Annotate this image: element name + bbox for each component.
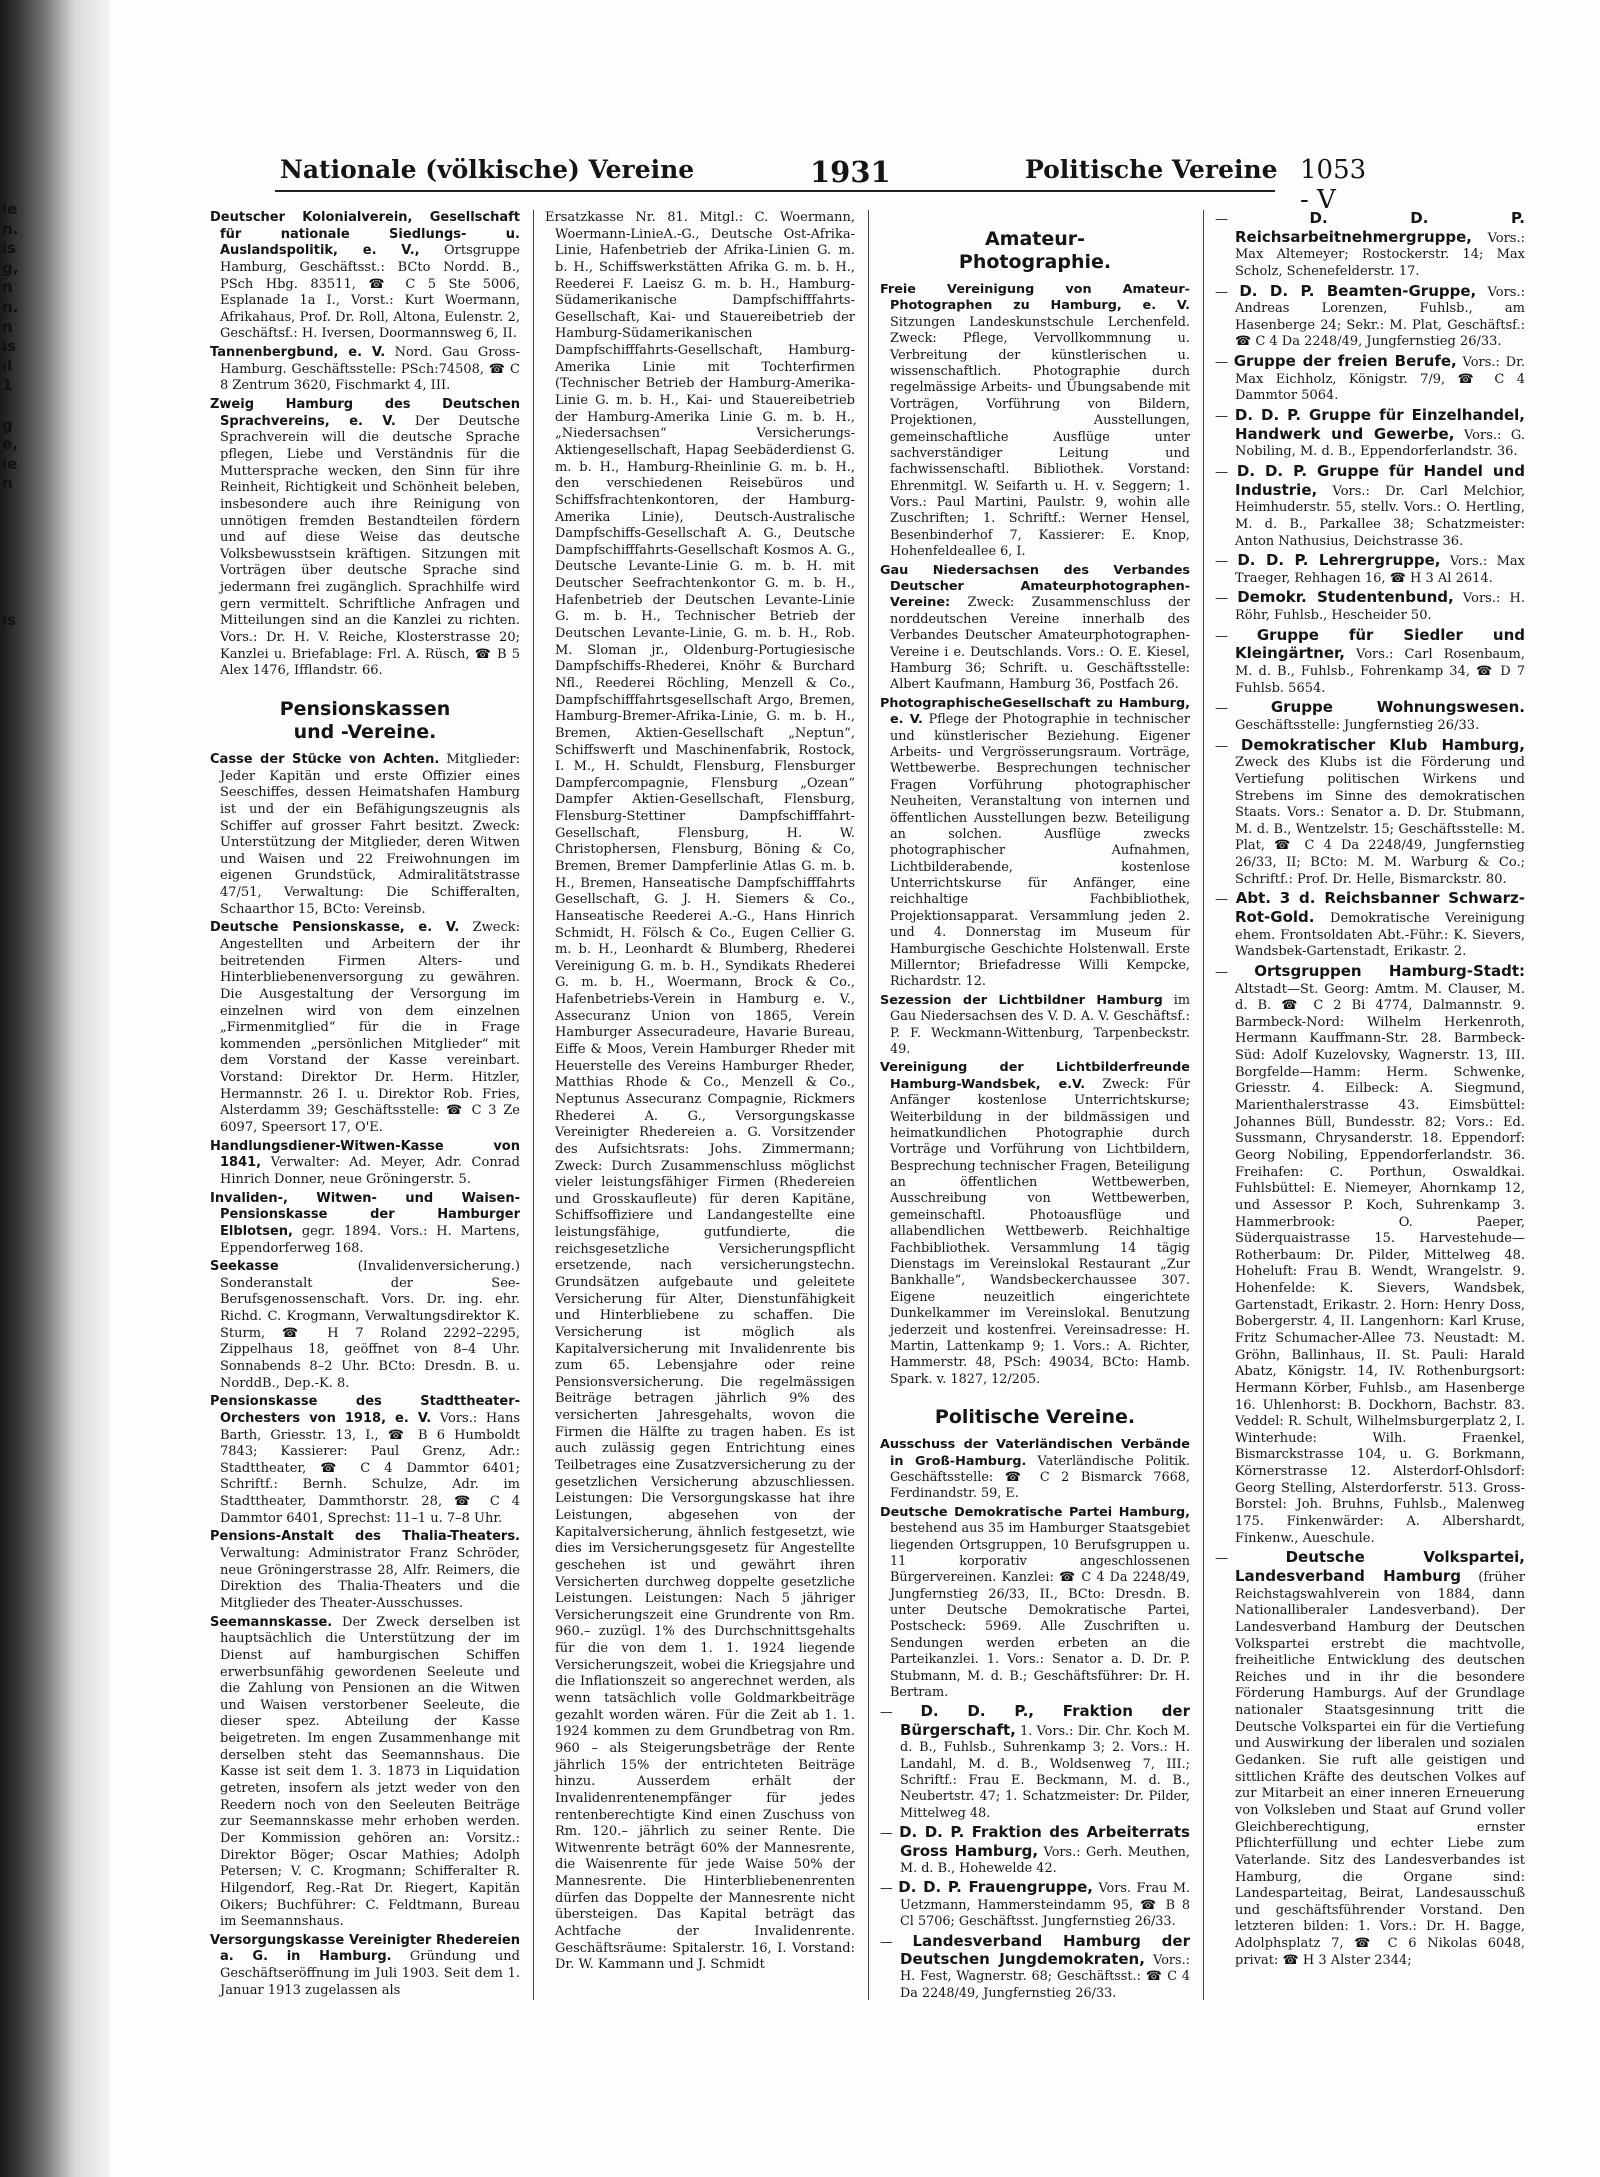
entry-list	[880, 1437, 1190, 1701]
edge-fragment	[2, 592, 16, 612]
edge-fragment	[2, 651, 16, 671]
edge-fragment: ıs	[2, 337, 17, 356]
directory-entry: — Demokr. Studentenbund, Vors.: H. Röhr, Fuhlsb., Hescheider 50.	[1215, 588, 1525, 624]
entry-name: Invaliden-, Witwen- und Waisen-Pensionskasse der Hamburger Elblotsen,	[210, 1190, 520, 1239]
entry-name: Deutsche Pensionskasse, e. V.	[210, 920, 460, 936]
column-4	[1215, 210, 1525, 1971]
entry-text: Pflege der Photographie in technischer und künstlerischer Beziehung. Eigener Arbeits- und Vergrösserungsraum. Vorträge, Wettbewerbe. Besprechungen technischer Fragen Vorführung photographischer Neuheiten, Veranstaltung von internen und öffentlichen Ausstellungen bezw. Beteiligung an solchen. Ausflüge zwecks photographischer Aufnahmen, Lichtbilderabende, kostenlose Unterrichtskurse für Anfänger, eine reichhaltige Fachbibliothek, Projektionsapparat. Versammlung jeden 2. und 4. Donnerstag im Museum für Hamburgische Geschichte Holstenwall. Erste Millerntor; Briefadresse Willi Kempcke, Richardstr. 12.	[890, 712, 1190, 990]
edge-fragment	[2, 690, 16, 710]
entry-name: Deutsche Volkspartei, Landesverband Hamburg	[1235, 1548, 1525, 1585]
directory-entry: — D. D. P. Frauengruppe, Vors. Frau M. Uetzmann, Hammersteindamm 95, ☎ B 8 Cl 5706; Geschäftsst. Jungfernstieg 26/33.	[880, 1878, 1190, 1930]
entry-name: Zweig Hamburg des Deutschen Sprachvereins, e. V.	[210, 397, 520, 429]
column-divider	[533, 210, 534, 2000]
entry-text: Vors.: H. Fest, Wagnerstr. 68; Geschäftsst.: ☎ C 4 Da 2248/49, Jungfernstieg 26/33.	[900, 1952, 1190, 2001]
entry-name: D. D. P., Fraktion der Bürgerschaft,	[900, 1702, 1190, 1739]
edge-fragment: is	[2, 239, 17, 258]
directory-entry: — D. D. P. Gruppe für Handel und Industrie, Vors.: Dr. Carl Melchior, Heimhuderstr. 55, stellv. Vors.: O. Hertling, M. d. B., Parkallee 38; Schatzmeister: Anton Nathusius, Deichstrasse 36.	[1215, 461, 1525, 549]
edge-fragment: g	[2, 415, 13, 434]
entry-text: Verwaltung: Administrator Franz Schröder, neue Gröningerstrasse 28, Alfr. Reimers, die Direktion des Thalia-Theaters und die Mitglieder des Theater-Ausschusses.	[220, 1546, 520, 1611]
entry-list	[880, 1703, 1190, 2002]
directory-entry: — Gruppe der freien Berufe, Vors.: Dr. Max Eichholz, Königstr. 7/9, ☎ C 4 Dammtor 5064.	[1215, 352, 1526, 404]
directory-entry	[210, 1394, 520, 1527]
directory-entry	[210, 1259, 520, 1392]
entry-name: D. D. P. Reichsarbeitnehmergruppe,	[1235, 209, 1525, 246]
entry-name: Handlungsdiener-Witwen-Kasse von 1841,	[210, 1138, 520, 1171]
section-title-line: Pensionskassen	[279, 697, 451, 720]
section-title-line: Politische Vereine.	[934, 1406, 1136, 1429]
entry-text: Vors.: Dr. Max Eichholz, Königstr. 7/9, ☎ C 4 Dammtor 5064.	[1235, 355, 1526, 404]
directory-entry	[210, 397, 520, 680]
directory-entry: — Demokratischer Klub Hamburg, Zweck des Klubs ist die Förderung und Vertiefung politischen Wirkens und Strebens im Sinne des demokratischen Staats. Vors.: Senator a. D. Dr. Stubmann, M. d. B., Wentzelstr. 15; Geschäftsstelle: M. Plat, ☎ C 4 Da 2248/49, Jungfernstieg 26/33, II; BCto: M. M. Warburg & Co.; Schriftf.: Prof. Dr. Helle, Bismarckstr. 80.	[1215, 735, 1525, 887]
entry-text: Vors.: Carl Rosenbaum, M. d. B., Fuhlsb., Fohrenkamp 34, ☎ D 7 Fuhlsb. 5654.	[1235, 647, 1525, 696]
entry-text: Vors.: Max Altemeyer; Rostockerstr. 14; Max Scholz, Schenefelderstr. 17.	[1235, 230, 1525, 279]
directory-entry	[210, 1615, 520, 1931]
entry-text: Der Deutsche Sprachverein will die deutsche Sprache pflegen, Liebe und Verständnis für die Muttersprache wecken, den Sinn für ihre Reinheit, Richtigkeit und Schönheit beleben, insbesondere auch ihre Reinigung von unnötigen fremden Bestandteilen fördern und auf diese Weise das deutsche Volksbewusstsein kräftigen. Sitzungen mit Vorträgen über deutsche Sprache sind jedermann frei zugänglich. Sprachhilfe wird gern vermittelt. Schriftliche Anfragen und Mitteilungen sind an die Kanzlei zu richten. Vors.: Dr. H. V. Reiche, Klosterstrasse 20; Kanzlei u. Briefablage: Frl. A. Rüsch, ☎ B 5 Alex 1476, Ifflandstr. 66.	[220, 413, 520, 679]
directory-entry: — Ortsgruppen Hamburg-Stadt: Altstadt—St. Georg: Amtm. M. Clauser, M. d. B. ☎ C 2 Bi 4774, Dalmannstr. 9. Barmbeck-Nord: Wilhelm Herkenroth, Hermann Kauffmann-Str. 28. Barmbeck-Süd: Adolf Kuzelovsky, Wagnerstr. 13, III. Borgfelde—Hamm: Herm. Schwenke, Griesstr. 4. Eilbeck: A. Siegmund, Marienthalerstrasse 43. Eimsbüttel: Johannes Büll, Bundesstr. 82; Vors.: Ed. Sussmann, Chrysanderstr. 18. Eppendorf: Georg Nobiling, Eppendorferlandstr. 36. Freihafen: C. Porthun, Oswaldkai. Fuhlsbüttel: E. Niemeyer, Ahornkamp 12, und Assessor P. Koch, Suhrenkamp 3. Hammerbrook: O. Paeper, Süderquaistrasse 15. Harvestehude—Rotherbaum: Dr. Pilder, Mittelweg 48. Hoheluft: Frau B. Wendt, Wrangelstr. 9. Hohenfelde: K. Sievers, Wandsbek, Gartenstadt, Erikastr. 2. Horn: Henry Doss, Bobergerstr. 4, II. Langenhorn: Karl Kruse, Fritz Schumacher-Allee 73. Neustadt: M. Gröhn, Ballinhaus, II. St. Pauli: Harald Abatz, Königstr. 14, IV. Rothenburgsort: Hermann Körber, Fuhlsb., am Hasenberge 16. Uhlenhorst: B. Dockhorn, Bachstr. 83. Veddel: R. Schult, Wilhelmsburgerplatz 2, I. Winterhude: Wilh. Fraenkel, Bismarckstrasse 104, u. G. Borkmann, Körnerstrasse 12. Alsterdorf-Ohlsdorf: Georg Stelling, Alsterdorferstr. 513. Gross-Borstel: Joh. Bruhns, Fuhlsb., Malenweg 175. Finkenwärder: A. Albershardt, Finkenw., Aueschule.	[1215, 961, 1525, 1546]
directory-entry	[880, 563, 1190, 694]
edge-fragment	[2, 631, 16, 651]
edge-fragment: g,	[2, 258, 19, 277]
directory-entry	[880, 282, 1190, 561]
entry-text: 1. Vors.: Dir. Chr. Koch M. d. B., Fuhlsb., Suhrenkamp 3; 2. Vors.: H. Landahl, M. d. B., Woldsenweg 7, III.; Schriftf.: Frau E. Beckmann, M. d. B., Neubertstr. 47; 1. Schatzmeister: Dr. Pilder, Mittelweg 48.	[900, 1723, 1190, 1821]
entry-text: Nord. Gau Gross-Hamburg. Geschäftsstelle: PSch:74508, ☎ C 8 Zentrum 3620, Fischmarkt 4, III.	[220, 345, 520, 394]
section-title-line: und -Vereine.	[293, 720, 437, 743]
entry-text: Zweck: Angestellten und Arbeitern der ihr beitretenden Firmen Alters- und Hinterbliebenenversorgung zu gewähren. Die Ausgestaltung der Versorgung im einzelnen wird von dem einzelnen „Firmenmitglied“ für die in Frage kommenden „persönlichen Mitglieder“ mit dem Vorstand der Kasse vereinbart. Vorstand: Direktor Dr. Herm. Hitzler, Hermannstr. 26 I. u. Direktor Rob. Fries, Alsterdamm 39; Geschäftsstelle: ☎ C 3 Ze 6097, Speersort 17, O'E.	[220, 920, 520, 1136]
entry-text: Vors. Frau M. Uetzmann, Hammersteindamm 95, ☎ B 8 Cl 5706; Geschäftsst. Jungfernstieg 26/33.	[900, 1881, 1190, 1930]
entry-text: Vors.: Dr. Carl Melchior, Heimhuderstr. 55, stellv. Vors.: O. Hertling, M. d. B., Parkallee 38; Schatzmeister: Anton Nathusius, Deichstrasse 36.	[1235, 483, 1525, 549]
edge-fragment	[2, 768, 16, 788]
entry-text: Mitglieder: Jeder Kapitän und erste Offizier eines Seeschiffes, dessen Heimatshafen Hamburg ist und der ein Befähigungszeugnis als Schiffer auf grosser Fahrt besitzt. Zweck: Unterstützung der Mitglieder, deren Witwen und Waisen und 22 Freiwohnungen im eigenen Grundstück, Admiralitätstrasse 47/51, Verwaltung: Die Schifferalten, Schaarthor 15, BCto: Vereinsb.	[220, 751, 520, 917]
entry-text: Sitzungen Landeskunstschule Lerchenfeld. Zweck: Pflege, Vervollkommnung u. Verbreitung der künstlerischen u. wissenschaftlich. Photographie durch regelmässige Arbeits- und Übungsabende mit Vorträgen, Vorführung von Bildern, Projektionen, Ausstellungen, gemeinschaftliche Ausflüge unter sachverständiger Leitung und fachwissenschaftl. Bibliothek. Vorstand: Ehrenmitgl. W. Seifarth u. H. v. Seggern; 1. Vors.: Paul Martini, Paulstr. 9, wohin alle Zuschriften; 1. Schriftf.: Werner Hensel, Besenbinderhof 7, Kassierer: E. Knop, Hohenfeldeallee 6, I.	[890, 314, 1190, 560]
entry-text: Vaterländische Politik. Geschäftsstelle: ☎ C 2 Bismarck 7668, Ferdinandstr. 59, E.	[890, 1453, 1190, 1502]
directory-entry	[210, 1529, 520, 1612]
directory-page	[210, 140, 1526, 2025]
entry-name: Abt. 3 d. Reichsbanner Schwarz-Rot-Gold.	[1235, 889, 1525, 926]
running-header	[280, 155, 1370, 215]
section-title-amateur-photographie	[880, 228, 1190, 274]
entry-text: gegr. 1894. Vors.: H. Martens, Eppendorferweg 168.	[220, 1223, 520, 1256]
edge-fragment	[2, 670, 16, 690]
edge-fragment: n.	[2, 297, 19, 316]
edge-fragment: 1	[2, 376, 13, 395]
entry-name: Seemannskasse.	[210, 1614, 333, 1630]
entry-name: Gruppe der freien Berufe,	[1233, 352, 1457, 371]
entry-text: Vors.: G. Nobiling, M. d. B., Eppendorferlandstr. 36.	[1235, 427, 1525, 460]
column-divider	[868, 210, 869, 2000]
column-1	[210, 210, 520, 2001]
section-title-politische-vereine	[880, 1406, 1190, 1429]
edge-fragment	[2, 514, 16, 534]
header-year: 1931	[810, 155, 891, 189]
edge-fragment	[2, 729, 16, 749]
directory-entry	[880, 993, 1190, 1059]
column-3	[880, 210, 1190, 2004]
directory-entry	[210, 752, 520, 918]
edge-fragment	[2, 749, 16, 769]
adjacent-page-edge	[2, 200, 19, 886]
entry-list	[1215, 210, 1525, 1969]
entry-name: Pensions-Anstalt des Thalia-Theaters.	[210, 1529, 520, 1545]
edge-fragment	[2, 494, 16, 514]
edge-fragment: n.	[2, 219, 19, 238]
directory-entry: — Gruppe für Siedler und Kleingärtner, Vors.: Carl Rosenbaum, M. d. B., Fuhlsb., Fohrenkamp 34, ☎ D 7 Fuhlsb. 5654.	[1215, 625, 1525, 696]
directory-entry: — Deutsche Volkspartei, Landesverband Hamburg (früher Reichstagswahlverein von 1884, dann Nationalliberaler Landesverband). Der Landesverband Hamburg der Deutschen Volkspartei erstrebt die machtvolle, freiheitliche Entwicklung des deutschen Reiches und in ihr die besondere Förderung Hamburgs. Auf der Grundlage nationaler Staatsgesinnung tritt die Deutsche Volkspartei ein für die Vertiefung und Auswirkung der liberalen und sozialen Gedanken. Sie ruft alle geistigen und sittlichen Kräfte des deutschen Volkes auf zur Mitarbeit an einer inneren Erneuerung von Volksleben und Staat auf Grund voller Gleichberechtigung, ernster Pflichterfüllung und echter Liebe zum Vaterlande. Sitz des Landesverbandes ist Hamburg, die Organe sind: Landesparteitag, Beirat, Landesausschuß und geschäftsführender Vorstand. Den letzteren bilden: 1. Vors.: Dr. H. Bagge, Adolphsplatz 7, ☎ C 6 Nikolas 6048, privat: ☎ H 3 Alster 2344;	[1215, 1548, 1525, 1968]
edge-fragment: n	[2, 278, 13, 297]
entry-name: Demokr. Studentenbund,	[1237, 588, 1454, 607]
edge-fragment	[2, 396, 16, 416]
directory-entry	[210, 1139, 520, 1189]
entry-text: Zweck: Für Anfänger kostenlose Unterrichtskurse; Weiterbildung in der bildmässigen und heimatkundlichen Photographie durch Vorträge und Vorführung von Lichtbildern, Besprechung technischer Fragen, Beteiligung an öffentlichen Wettbewerben, Ausschreibung von Wettbewerben, gemeinschaftl. Photoausflüge und allabendlichen Wettbewerb. Reichhaltige Fachbibliothek. Versammlung 14 tägig Dienstags im Vereinslokal Restaurant „Zur Bankhalle“, Wandsbeckerchaussee 307. Eigene neuzeitlich eingerichtete Dunkelkammer im Vereinslokal. Benutzung jederzeit und kostenfrei. Vereinsadresse: H. Martin, Lattenkamp 9; 1. Vors.: A. Richter, Hammerstr. 48, PSch: 49034, BCto: Hamb. Spark. v. 1827, 12/205.	[890, 1076, 1190, 1387]
entry-text: Zweck des Klubs ist die Förderung und Vertiefung politischen Wirkens und Strebens im Sinne des demokratischen Staats. Vors.: Senator a. D. Dr. Stubmann, M. d. B., Wentzelstr. 15; Geschäftsstelle: M. Plat, ☎ C 4 Da 2248/49, Jungfernstieg 26/33, II; BCto: M. M. Warburg & Co.; Schriftf.: Prof. Dr. Helle, Bismarckstr. 80.	[1235, 755, 1525, 887]
entry-text: Vors.: Gerh. Meuthen, M. d. B., Hohewelde 42.	[900, 1844, 1190, 1876]
header-left-title: Nationale (völkische) Vereine	[280, 155, 695, 184]
entry-text: Der Zweck derselben ist hauptsächlich die Unterstützung der im Dienst auf hamburgischen Schiffen erwerbsunfähig gewordenen Seeleute und die Zahlung von Pensionen an die Witwen und Waisen verstorbener Seeleute, die dieser spez. Abteilung der Kasse beigetreten. Im engen Zusammenhange mit derselben steht das Seemannshaus. Die Kasse ist seit dem 1. 3. 1873 in Liquidation getreten, insofern als jetzt weder von den Reedern noch von den Seeleuten Beiträge zur Seemannskasse mehr erhoben werden. Der Kommission gehören an: Vorsitz.: Direktor Böger; Oscar Mathies; Adolph Petersen; V. C. Krogmann; Schifferalter R. Hilgendorf, Reg.-Rat Dr. Riegert, Kapitän Oikers; Buchführer: C. Feldtmann, Bureau im Seemannshaus.	[220, 1614, 520, 1930]
entry-name: Gruppe für Siedler und Kleingärtner,	[1235, 625, 1525, 663]
directory-entry	[880, 1505, 1190, 1702]
book-gutter	[0, 0, 110, 2177]
entry-text: (Invalidenversicherung.) Sonderanstalt der See-Berufsgenossenschaft. Vors. Dr. ing. ehr. Richd. C. Krogmann, Verwaltungsdirektor K. Sturm, ☎ H 7 Roland 2292–2295, Zippelhaus 18, geöffnet von 8–4 Uhr. Sonnabends 8–2 Uhr. BCto: Dresdn. B. u. NorddB., Dep.-K. 8.	[220, 1259, 520, 1391]
entry-name: Freie Vereinigung von Amateur-Photographen zu Hamburg, e. V.	[880, 282, 1190, 314]
directory-entry	[880, 1437, 1190, 1503]
directory-entry: — D. D. P., Fraktion der Bürgerschaft, 1. Vors.: Dir. Chr. Koch M. d. B., Fuhlsb., Suhrenkamp 3; 2. Vors.: H. Landahl, M. d. B., Woldsenweg 7, III.; Schriftf.: Frau E. Beckmann, M. d. B., Neubertstr. 47; 1. Schatzmeister: Dr. Pilder, Mittelweg 48.	[880, 1702, 1190, 1821]
directory-entry: — Abt. 3 d. Reichsbanner Schwarz-Rot-Gold. Demokratische Vereinigung ehem. Frontsoldaten Abt.-Führ.: K. Sievers, Wandsbek-Gartenstadt, Erikastr. 2.	[1215, 889, 1525, 960]
directory-entry	[210, 1933, 520, 2000]
directory-entry	[210, 345, 520, 395]
directory-entry: — D. D. P. Beamten-Gruppe, Vors.: Andreas Lorenzen, Fuhlsb., am Hasenberge 24; Sekr.: M. Plat, Geschäftsf.: ☎ C 4 Da 2248/49, Jungfernstieg 26/33.	[1215, 281, 1525, 350]
entry-text: Vors.: H. Röhr, Fuhlsb., Hescheider 50.	[1235, 591, 1525, 624]
entry-text: Vors.: Hans Barth, Griesstr. 13, I., ☎ B 6 Humboldt 7843; Kassierer: Paul Grenz, Adr.: Stadttheater, ☎ C 4 Dammtor 6401; Schriftf.: Bernh. Schulze, Adr. im Stadttheater, Dammthorstr. 28, ☎ C 4 Dammtor 6401, Sprechst: 11–1 u. 7–8 Uhr.	[220, 1410, 520, 1526]
entry-name: Gruppe Wohnungswesen.	[1270, 698, 1525, 717]
edge-fragment: n	[2, 474, 13, 493]
entry-name: Tannenbergbund, e. V.	[210, 345, 386, 361]
edge-fragment: ie	[2, 454, 18, 473]
entry-text: Ortsgruppe Hamburg, Geschäftsst.: BCto Nordd. B., PSch Hbg. 83511, ☎ C 5 Ste 5006, Esplanade 1a I., Vorst.: Kurt Woermann, Afrikahaus, Prof. Dr. Roll, Altona, Eulenstr. 2, Geschäftsf.: H. Iversen, Doormannsweg 6, II.	[220, 243, 520, 342]
entry-name: Ortsgruppen Hamburg-Stadt:	[1254, 961, 1525, 980]
directory-entry	[210, 210, 520, 343]
edge-fragment	[2, 553, 16, 573]
entry-text: Altstadt—St. Georg: Amtm. M. Clauser, M. d. B. ☎ C 2 Bi 4774, Dalmannstr. 9. Barmbeck-Nord: Wilhelm Herkenroth, Hermann Kauffmann-Str. 28. Barmbeck-Süd: Adolf Kuzelovsky, Wagnerstr. 13, III. Borgfelde—Hamm: Herm. Schwenke, Griesstr. 4. Eilbeck: A. Siegmund, Marienthalerstrasse 43. Eimsbüttel: Johannes Büll, Bundesstr. 82; Vors.: Ed. Sussmann, Chrysanderstr. 18. Eppendorf: Georg Nobiling, Eppendorferlandstr. 36. Freihafen: C. Porthun, Oswaldkai. Fuhlsbüttel: E. Niemeyer, Ahornkamp 12, und Assessor P. Koch, Suhrenkamp 3. Hammerbrook: O. Paeper, Süderquaistrasse 15. Harvestehude—Rotherbaum: Dr. Pilder, Mittelweg 48. Hoheluft: Frau B. Wendt, Wrangelstr. 9. Hohenfelde: K. Sievers, Wandsbek, Gartenstadt, Erikastr. 2. Horn: Henry Doss, Bobergerstr. 4, II. Langenhorn: Karl Kruse, Fritz Schumacher-Allee 73. Neustadt: M. Gröhn, Ballinhaus, II. St. Pauli: Harald Abatz, Königstr. 14, IV. Rothenburgsort: Hermann Körber, Fuhlsb., am Hasenberge 16. Uhlenhorst: B. Dockhorn, Bachstr. 83. Veddel: R. Schult, Wilhelmsburgerplatz 2, I. Winterhude: Wilh. Fraenkel, Bismarckstrasse 104, u. G. Borkmann, Körnerstrasse 12. Alsterdorf-Ohlsdorf: Georg Stelling, Alsterdorferstr. 513. Gross-Borstel: Joh. Bruhns, Fuhlsb., Malenweg 175. Finkenwärder: A. Albershardt, Finkenw., Aueschule.	[1235, 981, 1525, 1546]
edge-fragment	[2, 572, 16, 592]
entry-text: bestehend aus 35 im Hamburger Staatsgebiet liegenden Ortsgruppen, 10 Berufsgruppen u. 11 korporativ angeschlossenen Bürgervereinen. Kanzlei: ☎ C 4 Da 2248/49, Jungfernstieg 26/33, II., BCto: Dresdn. B. unter Deutsche Demokratische Partei, Postscheck: 5969. Alle Zuschriften u. Sendungen werden erbeten an die Parteikanzlei. 1. Vors.: Senator a. D. Dr. P. Stubmann, M. d. B.; Geschäftsführer: Dr. H. Bertram.	[890, 1521, 1190, 1701]
edge-fragment: n	[2, 317, 13, 336]
entry-name: Demokratischer Klub Hamburg,	[1240, 735, 1525, 754]
entry-name: Landesverband Hamburg der Deutschen Jungdemokraten,	[900, 1931, 1190, 1968]
entry-text: (früher Reichstagswahlverein von 1884, dann Nationalliberaler Landesverband). Der Landesverband Hamburg der Deutschen Volkspartei erstrebt die machtvolle, freiheitliche Entwicklung des deutschen Reiches und in ihr die besondere Förderung Hamburgs. Auf der Grundlage nationaler Staatsgesinnung tritt die Deutsche Volkspartei ein für die Vertiefung und Auswirkung der liberalen und sozialen Gedanken. Sie ruft alle geistigen und sittlichen Kräfte des deutschen Volkes auf zur Mitarbeit an einer inneren Erneuerung von Volksleben und Staat auf Grund voller Gleichberechtigung, ernster Pflichterfüllung und echter Liebe zum Vaterlande. Sitz des Landesverbandes ist Hamburg, die Organe sind: Landesparteitag, Beirat, Landesausschuß und geschäftsführender Vorstand. Den letzteren bilden: 1. Vors.: Dr. H. Bagge, Adolphsplatz 7, ☎ C 6 Nikolas 6048, privat: ☎ H 3 Alster 2344;	[1235, 1569, 1525, 1968]
entry-name: PhotographischeGesellschaft zu Hamburg, e. V.	[880, 695, 1190, 728]
entry-name: Deutsche Demokratische Partei Hamburg,	[880, 1504, 1190, 1520]
column-2	[545, 210, 855, 1976]
directory-entry	[210, 1191, 520, 1258]
directory-entry	[880, 696, 1190, 991]
entry-name: D. D. P. Lehrergruppe,	[1237, 551, 1441, 570]
entry-list	[210, 210, 520, 680]
entry-name: D. D. P. Frauengruppe,	[898, 1878, 1093, 1897]
header-right-title: Politische Vereine	[1025, 155, 1278, 184]
column-divider	[1203, 210, 1204, 2000]
directory-entry: — Landesverband Hamburg der Deutschen Jungdemokraten, Vors.: H. Fest, Wagnerstr. 68; Geschäftsst.: ☎ C 4 Da 2248/49, Jungfernstieg 26/33.	[880, 1931, 1190, 2001]
directory-entry: — Gruppe Wohnungswesen. Geschäftsstelle: Jungfernstieg 26/33.	[1215, 698, 1525, 733]
section-title-line: Photographie.	[958, 251, 1112, 273]
edge-fragment	[2, 866, 16, 886]
edge-fragment	[2, 533, 16, 553]
entry-text: Verwalter: Ad. Meyer, Adr. Conrad Hinrich Donner, neue Gröningerstr. 5.	[220, 1155, 520, 1187]
edge-fragment: ıl	[2, 356, 13, 375]
entry-name: Ausschuss der Vaterländischen Verbände in Groß-Hamburg.	[880, 1437, 1190, 1469]
header-rule	[275, 190, 1275, 192]
entry-text: im Gau Niedersachsen des V. D. A. V. Geschäftsf.: P. F. Weckmann-Wittenburg, Tarpenbeckstr. 49.	[890, 992, 1191, 1057]
directory-entry: — D. D. P. Fraktion des Arbeiterrats Gross Hamburg, Vors.: Gerh. Meuthen, M. d. B., Hohewelde 42.	[880, 1823, 1190, 1876]
edge-fragment	[2, 788, 16, 808]
entry-text: Demokratische Vereinigung ehem. Frontsoldaten Abt.-Führ.: K. Sievers, Wandsbek-Gartenstadt, Erikastr. 2.	[1235, 910, 1525, 960]
entry-continuation: Ersatzkasse Nr. 81. Mitgl.: C. Woermann, Woermann-LinieA.-G., Deutsche Ost-Afrika-Linie, Hafenbetrieb der Afrika-Linien G. m. b. H., Schiffswerkstätten Afrika G. m. b. H., Reederei F. Laeisz G. m. b. H., Hamburg-Südamerikanische Dampfschifffahrts-Gesellschaft, Kai- und Stauereibetrieb der Hamburg-Südamerikanischen Dampfschifffahrts-Gesellschaft, Hamburg-Amerika Linie mit Tochterfirmen (Technischer Betrieb der Hamburg-Amerika-Linie G. m. b. H., Kai- und Stauereibetrieb der Hamburg-Amerika Linie G. m. b. H., „Niedersachsen“ Versicherungs-Aktiengesellschaft, Hapag Seebäderdienst G. m. b. H., Hamburg-Rheinlinie G. m. b. H., den verschiedenen Reisebüros und Schiffsfrachtenkontoren, der Hamburg-Amerika Linie), Deutsch-Australische Dampfschiffs-Gesellschaft A. G., Deutsche Dampfschifffahrts-Gesellschaft Kosmos A. G., Deutsche Levante-Linie G. m. b. H. mit Deutscher Seefrachtenkontor G. m. b. H., Hafenbetrieb der Deutschen Levante-Linie G. m. b. H., Technischer Betrieb der Deutschen Levante-Linie, G. m. b. H., Rob. M. Sloman jr., Oldenburg-Portugiesische Dampfschiffs-Rhederei, Knöhr & Burchard Nfl., Reederei Röchling, Menzell & Co., Dampfschifffahrtsgesellschaft Argo, Bremen, Hamburg-Bremer-Afrika-Linie, G. m. b. H., Bremen, Aktien-Gesellschaft „Neptun“, Schiffswerft und Maschinenfabrik, Rostock, I. M., H. Schuldt, Flensburg, Flensburger Dampfercompagnie, Flensburg „Ozean“ Dampfer Aktien-Gesellschaft, Flensburg, Flensburg-Stettiner Dampfschifffahrt-Gesellschaft, Flensburg, H. W. Christophersen, Flensburg, Böning & Co, Bremen, Bremer Dampferlinie Atlas G. m. b. H., Bremen, Hanseatische Dampfschifffahrts Gesellschaft, G. J. H. Siemers & Co., Hanseatische Reederei A.-G., Hans Hinrich Schmidt, H. Fölsch & Co., Eugen Cellier G. m. b. H., Leonhardt & Blumberg, Rhederei Vereinigung G. m. b. H., Syndikats Rhederei G. m. b. H., Woermann, Brock & Co., Hafenbetriebs-Verein in Hamburg e. V., Assecuranz Union von 1865, Verein Hamburger Assecuradeure, Havarie Bureau, Eiffe & Moos, Verein Hamburger Rheder mit Heuerstelle des Vereins Hamburger Rheder, Matthias Rhode & Co., Menzell & Co., Neptunus Assecuranz Compagnie, Rickmers Rhederei A. G., Versorgungskasse Vereinigter Rhedereien a. G. Vorsitzender des Aufsichtsrats: Johs. Zimmermann; Zweck: Durch Zusammenschluss möglichst vieler leistungsfähiger Firmen (Rhedereien und Grosskaufleute) für deren Kapitäne, Schiffsoffiziere und Landangestellte eine leistungsfähige, gutfundierte, die reichsgesetzliche Versicherungspflicht ersetzende, nach versicherungstechn. Grundsätzen aufgebaute und geleitete Versicherung für Alter, Dienstunfähigkeit und Hinterbliebene zu schaffen. Die Versicherung ist möglich als Kapitalversicherung mit Invalidenrente bis zum 65. Lebensjahre oder reine Pensionsversicherung. Die regelmässigen Beiträge betragen jährlich 9% des versicherten Jahresgehalts, wovon die Firmen die Hälfte zu tragen haben. Es ist auch zulässig gegen Entrichtung eines Teilbetrages eine Zusatzversicherung zu der gesetzlichen Versicherung abzuschliessen. Leistungen: Die Versorgungskasse hat ihre Leistungen, abgesehen von der Kapitalversicherung, ähnlich festgesetzt, wie dies im Versicherungsgesetz für Angestellte geschehen ist und gewährt ihren Versicherten durchweg doppelte gesetzliche Leistungen. Leistungen: Nach 5 jähriger Versicherungszeit eine Grundrente von Rm. 960.– zuzügl. 1% des Durchschnittsgehalts für die von dem 1. 1. 1924 liegende Versicherungszeit, wobei die Kriegsjahre und die Inflationszeit so angerechnet werden, als wenn tatsächlich volle Goldmarkbeiträge gezahlt worden wären. Für die Zeit ab 1. 1. 1924 kommen zu dem Grundbetrag von Rm. 960 – als Steigerungsbeträge der Rente jährlich 15% der entrichteten Beiträge hinzu. Ausserdem erhält der Invalidenrentenempfänger für jedes rentenberechtigte Kind einen Zuschuss von Rm. 120.– jährlich zu seiner Rente. Die Witwenrente beträgt 60% der Mannesrente, die Waisenrente für jede Waise 50% der Mannesrente. Die Hinterbliebenenrenten dürfen das Doppelte der Mannesrente nicht übersteigen. Das Kapital beträgt das Achtfache der Invalidenrente. Geschäftsräume: Spitalerstr. 16, I. Vorstand: Dr. W. Kammann und J. Schmidt	[545, 210, 856, 1973]
entry-name: Sezession der Lichtbildner Hamburg	[880, 992, 1163, 1008]
edge-fragment	[2, 709, 16, 729]
entry-name: D. D. P. Gruppe für Handel und Industrie,	[1235, 461, 1525, 499]
entry-text: Zweck: Zusammenschluss der norddeutschen Vereine innerhalb des Verbandes Deutscher Amateurphotographen-Vereine i e. Deutschlands. Vors.: O. E. Kiesel, Hamburg 36; Schrift. u. Geschäftsstelle: Albert Kaufmann, Hamburg 36, Postfach 26.	[890, 595, 1190, 693]
edge-fragment	[2, 847, 16, 867]
entry-text: Vors.: Max Traeger, Rehhagen 16, ☎ H 3 Al 2614.	[1235, 554, 1525, 586]
entry-name: D. D. P. Gruppe für Einzelhandel, Handwerk und Gewerbe,	[1234, 406, 1525, 443]
entry-name: D. D. P. Beamten-Gruppe,	[1239, 281, 1477, 300]
entry-list	[210, 752, 520, 1999]
entry-name: Seekasse	[210, 1259, 279, 1275]
edge-fragment: ıs	[2, 611, 17, 630]
entry-text: Vors.: Andreas Lorenzen, Fuhlsb., am Hasenberge 24; Sekr.: M. Plat, Geschäftsf.: ☎ C 4 Da 2248/49, Jungfernstieg 26/33.	[1235, 284, 1525, 350]
edge-fragment: e,	[2, 435, 18, 454]
directory-entry	[210, 920, 520, 1136]
section-title-line: Amateur-	[984, 228, 1086, 250]
directory-entry: — D. D. P. Reichsarbeitnehmergruppe, Vors.: Max Altemeyer; Rostockerstr. 14; Max Scholz, Schenefelderstr. 17.	[1215, 209, 1525, 279]
directory-entry: — D. D. P. Lehrergruppe, Vors.: Max Traeger, Rehhagen 16, ☎ H 3 Al 2614.	[1215, 551, 1525, 586]
directory-entry: — D. D. P. Gruppe für Einzelhandel, Handwerk und Gewerbe, Vors.: G. Nobiling, M. d. B., Eppendorferlandstr. 36.	[1215, 406, 1525, 460]
section-title-pensionskassen	[210, 698, 520, 744]
directory-entry	[880, 1060, 1190, 1388]
page-number: 1053 - V	[1300, 155, 1367, 215]
entry-name: Versorgungskasse Vereinigter Rhedereien a. G. in Hamburg.	[210, 1932, 520, 1965]
entry-name: Pensionskasse des Stadttheater-Orchesters von 1918, e. V.	[210, 1394, 520, 1426]
entry-name: Deutscher Kolonialverein, Gesellschaft für nationale Siedlungs- u. Auslandspolitik, e. V.,	[210, 210, 520, 259]
entry-text: Geschäftsstelle: Jungfernstieg 26/33.	[1235, 717, 1480, 733]
edge-fragment: le	[2, 200, 18, 218]
edge-fragment	[2, 807, 16, 827]
entry-text: Gründung und Geschäftseröffnung im Juli 1903. Seit dem 1. Januar 1913 zugelassen als	[220, 1949, 520, 1998]
entry-name: D. D. P. Fraktion des Arbeiterrats Gross Hamburg,	[899, 1823, 1190, 1860]
entry-name: Vereinigung der Lichtbilderfreunde Hamburg-Wandsbek, e.V.	[880, 1060, 1190, 1092]
entry-name: Casse der Stücke von Achten.	[210, 751, 440, 767]
entry-name: Gau Niedersachsen des Verbandes Deutscher Amateurphotographen-Vereine:	[880, 562, 1190, 611]
edge-fragment	[2, 827, 16, 847]
entry-list	[880, 282, 1190, 1388]
